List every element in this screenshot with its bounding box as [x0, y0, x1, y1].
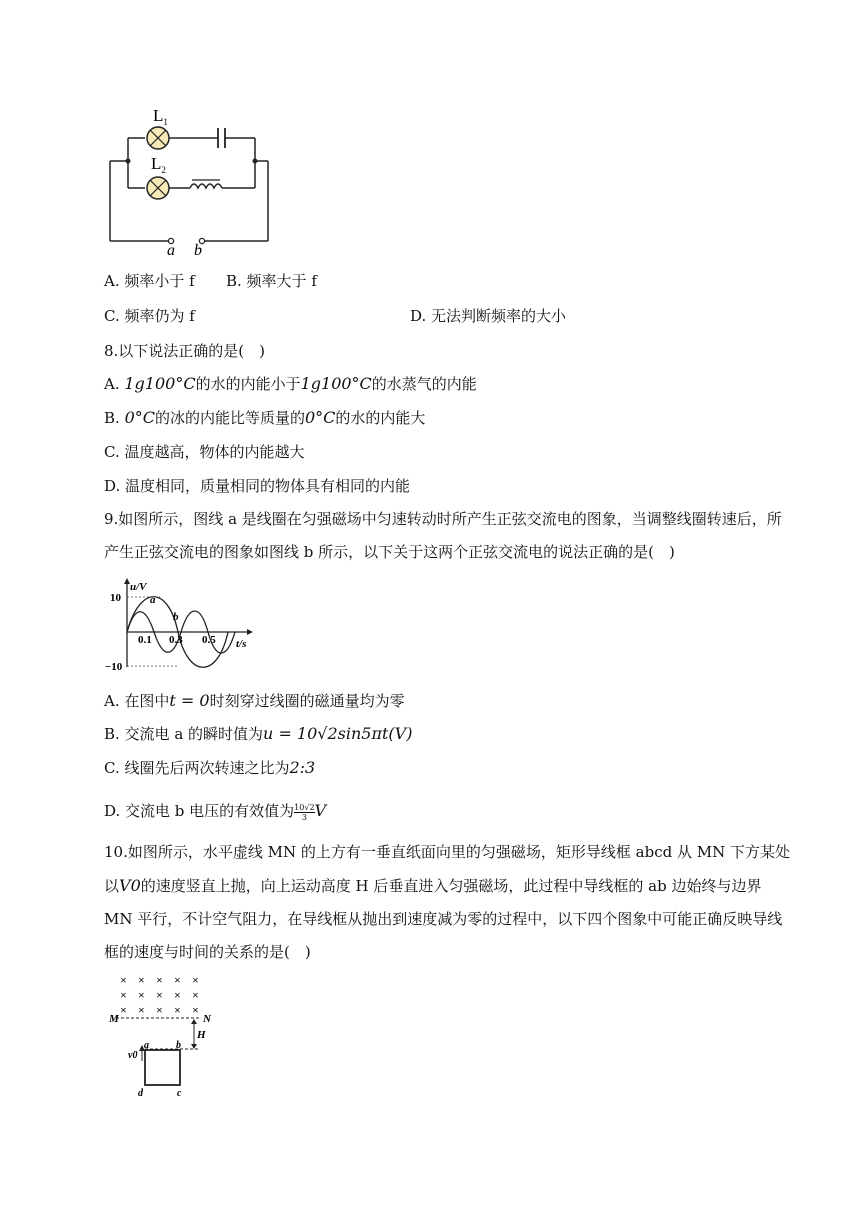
- q8-option-c: C. 温度越高，物体的内能越大: [104, 443, 305, 461]
- field-cross-icon: ×: [120, 988, 127, 1002]
- field-cross-icon: ×: [174, 988, 181, 1002]
- field-cross-icon: ×: [192, 973, 199, 987]
- field-cross-icon: ×: [120, 973, 127, 987]
- label-b: b: [176, 1040, 181, 1051]
- q9-option-c: C. 线圈先后两次转速之比为2:3: [104, 758, 316, 777]
- xtick-3: 0.5: [202, 634, 216, 646]
- ytick-bottom: −10: [105, 661, 123, 673]
- xtick-1: 0.1: [138, 634, 152, 646]
- ac-waveform-figure: [100, 575, 260, 675]
- q7-option-d: D. 无法判断频率的大小: [410, 307, 567, 325]
- label-h: H: [197, 1029, 206, 1041]
- label-l2: $L_2$: [151, 154, 166, 175]
- field-cross-icon: ×: [138, 1003, 145, 1017]
- label-a: a: [150, 594, 156, 606]
- wire-loop: [145, 1050, 180, 1085]
- magnetic-field-figure: [100, 968, 230, 1100]
- field-cross-icon: ×: [156, 973, 163, 987]
- ytick-top: 10: [110, 592, 121, 604]
- q9-option-a: A. 在图中t = 0时刻穿过线圈的磁通量均为零: [104, 691, 405, 710]
- circuit-figure: [100, 100, 290, 255]
- field-cross-icon: ×: [192, 1003, 199, 1017]
- field-cross-icon: ×: [174, 973, 181, 987]
- q7-option-c: C. 频率仍为 f: [104, 307, 195, 325]
- q9-stem: 9.如图所示，图线 a 是线圈在匀强磁场中匀速转动时所产生正弦交流电的图象，当调整线圈转速后，所产生正弦交流电的图象如图线 b 所示，以下关于这两个正弦交流电的说法正确的是( ): [104, 510, 782, 561]
- q10-stem: 10.如图所示，水平虚线 MN 的上方有一垂直纸面向里的匀强磁场，矩形导线框 abcd 从 MN 下方某处以V0的速度竖直上抛，向上运动高度 H 后垂直进入匀强磁场，此过程中导线框的 ab 边始终与边界 MN 平行，不计空气阻力，在导线框从抛出到速度减为零的过程中，以下四个图象中可能正确反映导线框的速度与时间的关系的是( ): [104, 843, 790, 961]
- label-c: c: [177, 1088, 182, 1099]
- label-b: b: [173, 611, 179, 623]
- xlabel: t/s: [236, 638, 247, 650]
- field-cross-icon: ×: [138, 973, 145, 987]
- terminal-b: b: [194, 242, 202, 255]
- q8-option-b: B. 0°C的冰的内能比等质量的0°C的水的内能大: [104, 408, 426, 427]
- xtick-2: 0.3: [169, 634, 183, 646]
- label-l1: $L_1$: [153, 106, 168, 127]
- q7-option-b: B. 频率大于 f: [226, 272, 317, 290]
- field-cross-icon: ×: [192, 988, 199, 1002]
- label-m: M: [109, 1013, 119, 1025]
- q9-option-b: B. 交流电 a 的瞬时值为u = 10√2sin5πt(V): [104, 724, 413, 743]
- q7-option-a: A. 频率小于 f: [104, 272, 195, 290]
- q8-option-d: D. 温度相同，质量相同的物体具有相同的内能: [104, 477, 411, 495]
- label-n: N: [203, 1013, 211, 1025]
- field-cross-icon: ×: [120, 1003, 127, 1017]
- q9-option-d: D. 交流电 b 电压的有效值为 $\frac{10√2}{3}$ V: [104, 801, 327, 822]
- inductor-icon: [190, 184, 222, 188]
- field-cross-icon: ×: [156, 1003, 163, 1017]
- field-cross-icon: ×: [174, 1003, 181, 1017]
- field-cross-icon: ×: [156, 988, 163, 1002]
- label-d: d: [138, 1088, 143, 1099]
- label-a: a: [144, 1040, 149, 1051]
- q8-option-a: A. 1g100°C的水的内能小于1g100°C的水蒸气的内能: [104, 374, 477, 393]
- ylabel: u/V: [130, 581, 147, 593]
- label-v0: v0: [128, 1050, 138, 1061]
- terminal-a: a: [167, 242, 175, 255]
- q8-stem: 8.以下说法正确的是( ): [104, 342, 266, 360]
- field-cross-icon: ×: [138, 988, 145, 1002]
